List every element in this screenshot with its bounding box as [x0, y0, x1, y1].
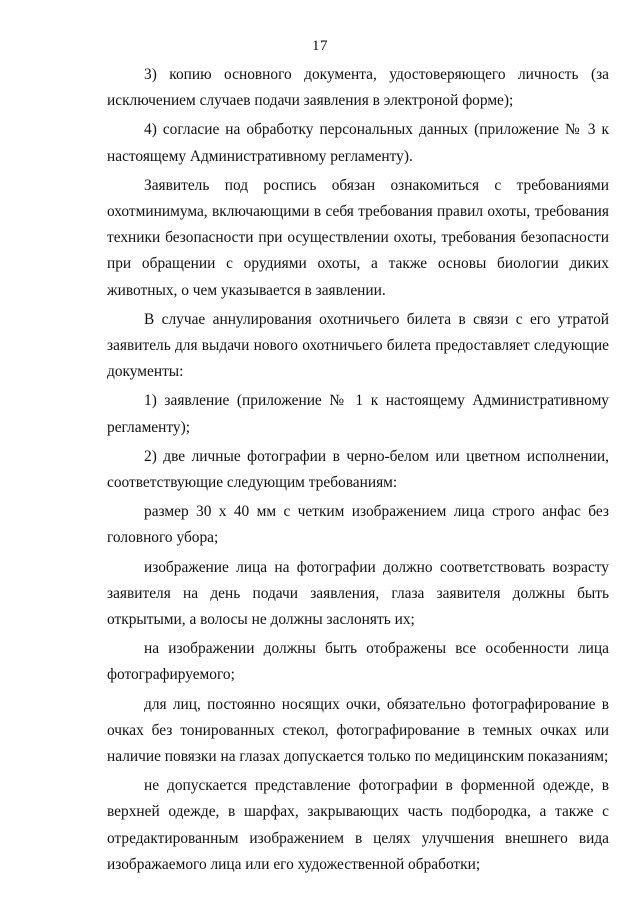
paragraph-application: 1) заявление (приложение № 1 к настоящему Административному регламенту); [107, 392, 609, 436]
paragraph-photo-clothing: не допускается представление фотографии в форменной одежде, в верхней одежде, в шарфах, закрывающих часть подбородка, а также с отредактированным изображением в целях улучшения внешнего вида изображаемого лица или его художественной обработки; [107, 777, 609, 873]
paragraph-hunting-minimum: Заявитель под роспись обязан ознакомиться с требованиями охотминимума, включающими в себя требования правил охоты, требования техники безопасности при осуществлении охоты, требования безопасности при обращении с орудиями охоты, а также основы биологии диких животных, о чем указывается в заявлении. [107, 176, 609, 299]
paragraph-personal-data-consent: 4) согласие на обработку персональных данных (приложение № 3 к настоящему Административному регламенту). [107, 121, 609, 165]
paragraph-lost-ticket: В случае аннулирования охотничьего билета в связи с его утратой заявитель для выдачи нового охотничьего билета предоставляет следующие документы: [107, 310, 609, 381]
document-body [107, 62, 609, 878]
paragraph-photo-size: размер 30 х 40 мм с четким изображением лица строго анфас без головного убора; [107, 503, 609, 547]
paragraph-photographs: 2) две личные фотографии в черно-белом или цветном исполнении, соответствующие следующим требованиям: [107, 447, 609, 492]
page-number: 17 [312, 38, 328, 54]
paragraph-photo-age: изображение лица на фотографии должно соответствовать возрасту заявителя на день подачи заявления, глаза заявителя должны быть открытыми, а волосы не должны заслонять их; [107, 558, 609, 629]
paragraph-photo-features: на изображении должны быть отображены все особенности лица фотографируемого; [107, 640, 609, 684]
paragraph-photo-glasses: для лиц, постоянно носящих очки, обязательно фотографирование в очках без тонированных стекол, фотографирование в темных очках или наличие повязки на глазах допускается только по медицинским показаниям; [107, 695, 609, 766]
paragraph-identity-document: 3) копию основного документа, удостоверяющего личность (за исключением случаев подачи заявления в электроной форме); [107, 66, 609, 110]
